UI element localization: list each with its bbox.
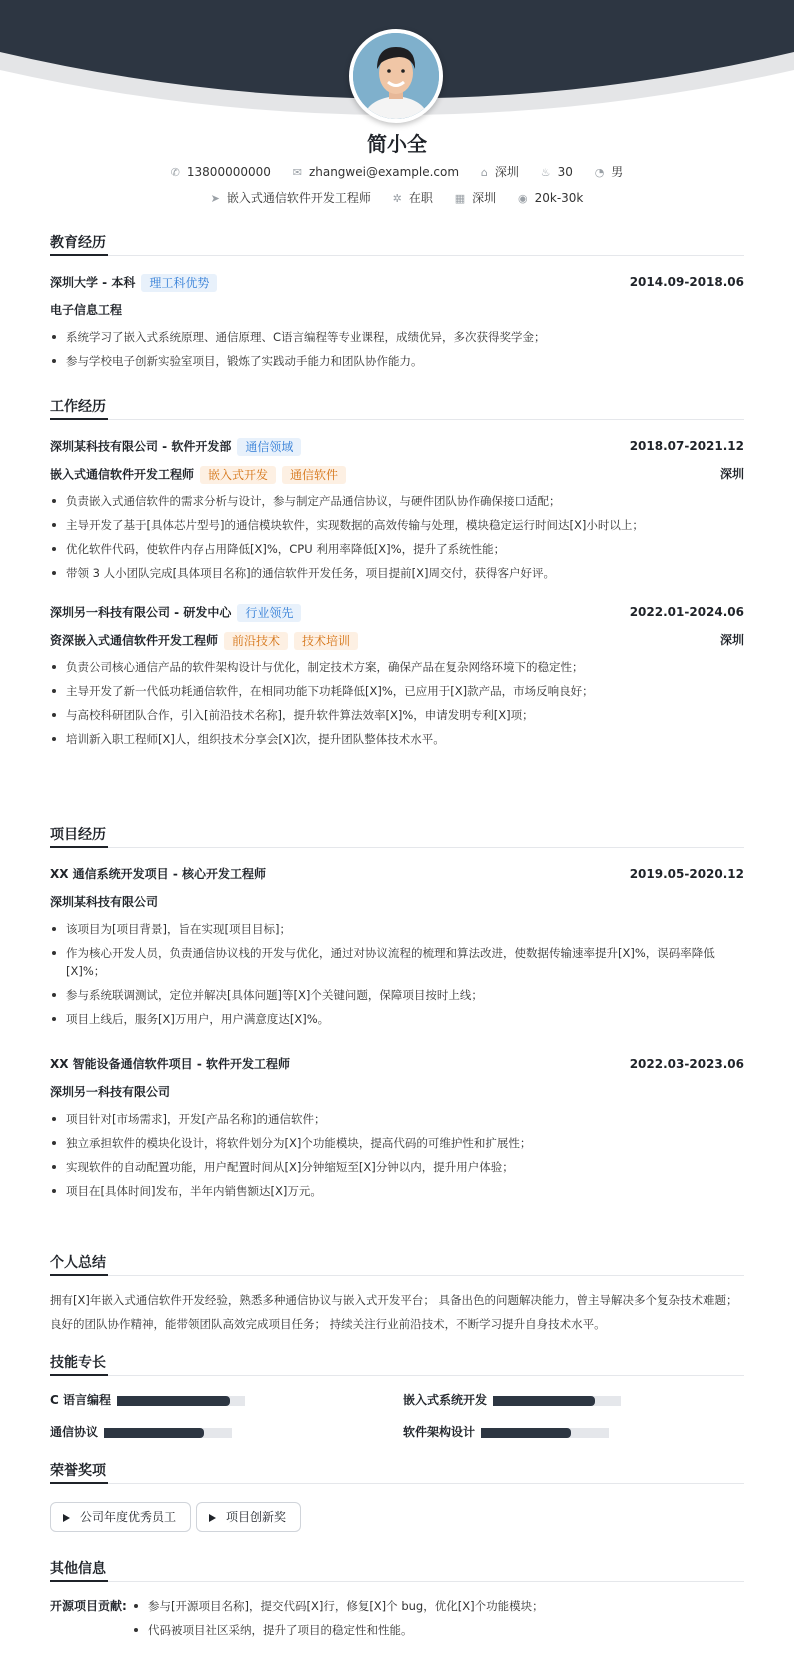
section-title: 个人总结 — [50, 1254, 744, 1276]
school: 深圳大学 - 本科 — [50, 275, 136, 290]
job-status: 在职 — [408, 191, 433, 205]
project-header-1: XX 通信系统开发项目 - 核心开发工程师 2019.05-2020.12 — [50, 867, 744, 881]
contact-line — [0, 163, 794, 180]
major: 电子信息工程 — [50, 303, 123, 317]
age: 30 — [557, 165, 573, 179]
project-period-1: 2019.05-2020.12 — [629, 867, 744, 881]
list-item: 代码被项目社区采纳，提升了项目的稳定性和性能。 — [132, 1621, 744, 1639]
skill-bar — [104, 1428, 232, 1438]
list-item: 该项目为[项目背景]，旨在实现[项目目标]； — [50, 920, 744, 938]
play-icon — [63, 1514, 70, 1522]
skill-bar — [481, 1428, 609, 1438]
work-period-1: 2018.07-2021.12 — [629, 439, 744, 453]
awards-section — [50, 1462, 744, 1524]
other-label: 开源项目贡献: — [50, 1599, 127, 1613]
city: 深圳 — [494, 165, 519, 179]
work-section — [50, 398, 744, 746]
salary: 20k-30k — [534, 191, 584, 205]
other-section — [50, 1560, 744, 1637]
other-bullets — [132, 1597, 744, 1645]
work-bullets-1 — [50, 492, 744, 588]
skill-bar — [493, 1396, 621, 1406]
list-item: 负责嵌入式通信软件的需求分析与设计，参与制定产品通信协议，与硬件团队协作确保接口适配； — [50, 492, 744, 510]
awards-list — [50, 1502, 744, 1534]
work-bullets-2 — [50, 658, 744, 754]
list-item: 作为核心开发人员，负责通信协议栈的开发与优化，通过对协议流程的梳理和算法改进，使数据传输速率提升[X]%，误码率降低[X]%； — [50, 944, 744, 980]
edu-header — [50, 274, 744, 292]
award-badge: 项目创新奖 — [196, 1502, 301, 1532]
list-item: 项目上线后，服务[X]万用户，用户满意度达[X]%。 — [50, 1010, 744, 1028]
list-item: 主导开发了新一代低功耗通信软件，在相同功能下功耗降低[X]%，已应用于[X]款产品，市场反响良好； — [50, 682, 744, 700]
work-period-2: 2022.01-2024.06 — [629, 605, 744, 619]
candidate-name: 简小全 — [367, 132, 427, 156]
send-icon: ➤ — [210, 192, 220, 205]
role-tag: 前沿技术 — [224, 632, 288, 650]
gear-icon: ✲ — [392, 192, 402, 205]
list-item: 负责公司核心通信产品的软件架构设计与优化，制定技术方案，确保产品在复杂网络环境下的稳定性； — [50, 658, 744, 676]
list-item: 优化软件代码，使软件内存占用降低[X]%，CPU 利用率降低[X]%，提升了系统性能； — [50, 540, 744, 558]
list-item: 独立承担软件的模块化设计，将软件划分为[X]个功能模块，提高代码的可维护性和扩展性； — [50, 1134, 744, 1152]
project-company-2: 深圳另一科技有限公司 — [50, 1085, 171, 1099]
company-tag: 通信领域 — [237, 438, 301, 456]
project-bullets-1 — [50, 920, 744, 1034]
edu-tag: 理工科优势 — [141, 274, 217, 292]
list-item: 项目针对[市场需求]，开发[产品名称]的通信软件； — [50, 1110, 744, 1128]
avatar — [349, 29, 443, 123]
project-company-1: 深圳某科技有限公司 — [50, 895, 159, 909]
skill-item: 通信协议 — [50, 1424, 232, 1440]
edu-bullets — [50, 328, 744, 376]
work-location-1: 深圳 — [719, 467, 744, 481]
list-item: 参与学校电子创新实验室项目，锻炼了实践动手能力和团队协作能力。 — [50, 352, 744, 370]
email: zhangwei@example.com — [308, 165, 460, 179]
cake-icon: ♨ — [540, 166, 551, 179]
phone: 13800000000 — [186, 165, 271, 179]
section-title: 技能专长 — [50, 1354, 744, 1376]
list-item: 实现软件的自动配置功能，用户配置时间从[X]分钟缩短至[X]分钟以内，提升用户体验； — [50, 1158, 744, 1176]
home-icon: ⌂ — [480, 166, 488, 179]
project-bullets-2 — [50, 1110, 744, 1206]
skill-item: 软件架构设计 — [403, 1424, 609, 1440]
company-tag: 行业领先 — [237, 604, 301, 622]
skill-item: 嵌入式系统开发 — [403, 1392, 621, 1408]
list-item: 带领 3 人小团队完成[具体项目名称]的通信软件开发任务，项目提前[X]周交付，获得客户好评。 — [50, 564, 744, 582]
building-icon: ▦ — [454, 192, 466, 205]
mail-icon: ✉ — [292, 166, 302, 179]
role-tag: 技术培训 — [294, 632, 358, 650]
summary-text: 拥有[X]年嵌入式通信软件开发经验，熟悉多种通信协议与嵌入式开发平台； 具备出色的问题解决能力，曾主导解决多个复杂技术难题； 良好的团队协作精神，能带领团队高效完成项目任务； 持续关注行业前沿技术，不断学习提升自身技术水平。 — [50, 1293, 738, 1331]
phone-icon: ✆ — [170, 166, 180, 179]
gender: 男 — [611, 165, 624, 179]
project-period-2: 2022.03-2023.06 — [629, 1057, 744, 1071]
list-item: 系统学习了嵌入式系统原理、通信原理、C语言编程等专业课程，成绩优异，多次获得奖学金； — [50, 328, 744, 346]
job-title: 嵌入式通信软件开发工程师 — [226, 191, 371, 205]
work-role-1: 嵌入式通信软件开发工程师 嵌入式开发 通信软件 深圳 — [50, 467, 744, 482]
work-location-2: 深圳 — [719, 633, 744, 647]
project-header-2: XX 智能设备通信软件项目 - 软件开发工程师 2022.03-2023.06 — [50, 1057, 744, 1071]
expected-city: 深圳 — [472, 191, 497, 205]
section-title: 教育经历 — [50, 234, 744, 256]
edu-period: 2014.09-2018.06 — [629, 275, 744, 289]
skills-section — [50, 1354, 744, 1439]
role-tag: 通信软件 — [282, 466, 346, 484]
section-title: 项目经历 — [50, 826, 744, 848]
coin-icon: ◉ — [517, 192, 528, 205]
job-line — [0, 189, 794, 206]
gender-icon: ◔ — [594, 166, 605, 179]
list-item: 主导开发了基于[具体芯片型号]的通信模块软件，实现数据的高效传输与处理，模块稳定运行时间达[X]小时以上； — [50, 516, 744, 534]
award-badge: 公司年度优秀员工 — [50, 1502, 191, 1532]
education-section — [50, 234, 744, 368]
list-item: 培训新入职工程师[X]人，组织技术分享会[X]次，提升团队整体技术水平。 — [50, 730, 744, 748]
list-item: 项目在[具体时间]发布，半年内销售额达[X]万元。 — [50, 1182, 744, 1200]
play-icon — [209, 1514, 216, 1522]
skill-bar — [117, 1396, 245, 1406]
work-company-1: 深圳某科技有限公司 - 软件开发部 通信领域 2018.07-2021.12 — [50, 439, 744, 454]
summary-section — [50, 1254, 744, 1331]
skill-item: C 语言编程 — [50, 1392, 245, 1408]
list-item: 参与[开源项目名称]，提交代码[X]行，修复[X]个 bug，优化[X]个功能模块； — [132, 1597, 744, 1615]
list-item: 参与系统联调测试，定位并解决[具体问题]等[X]个关键问题，保障项目按时上线； — [50, 986, 744, 1004]
section-title: 荣誉奖项 — [50, 1462, 744, 1484]
work-role-2: 资深嵌入式通信软件开发工程师 前沿技术 技术培训 深圳 — [50, 633, 744, 648]
section-title: 工作经历 — [50, 398, 744, 420]
section-title: 其他信息 — [50, 1560, 744, 1582]
list-item: 与高校科研团队合作，引入[前沿技术名称]，提升软件算法效率[X]%，申请发明专利[X]项； — [50, 706, 744, 724]
projects-section — [50, 826, 744, 1198]
work-company-2: 深圳另一科技有限公司 - 研发中心 行业领先 2022.01-2024.06 — [50, 605, 744, 620]
role-tag: 嵌入式开发 — [200, 466, 276, 484]
